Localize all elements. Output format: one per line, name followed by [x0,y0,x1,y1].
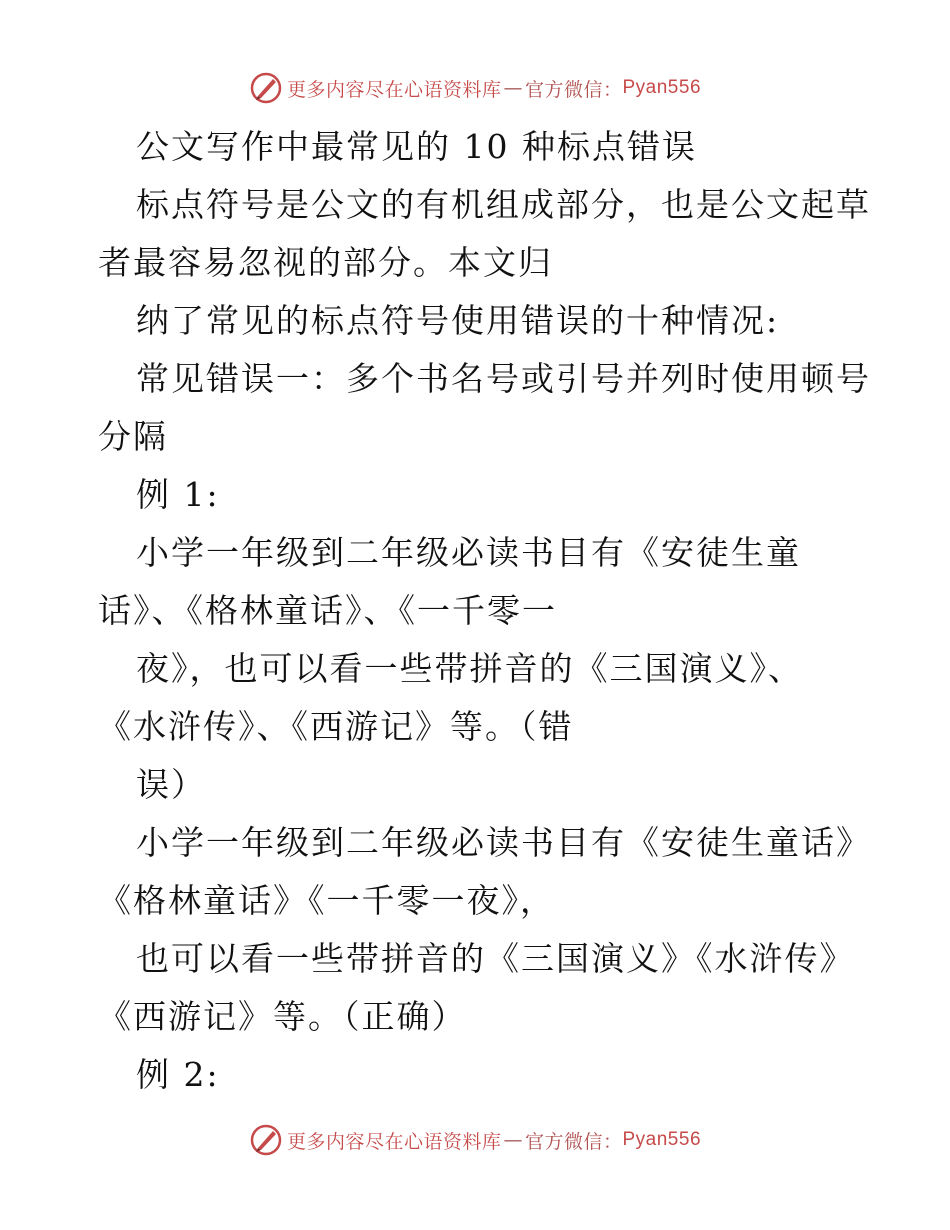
watermark-wechat-id: Pyan556 [622,77,702,98]
document-line: 公文写作中最常见的 10 种标点错误 [136,127,697,166]
watermark-brand: 更多内容尽在心语资料库 [286,78,502,101]
document-line: 《水浒传》、《西游记》等。（错 [98,707,574,746]
document-line: 误） [136,765,206,804]
document-line: 小学一年级到二年级必读书目有《安徒生童话》 [136,823,871,862]
watermark-wechat-label: 官方微信： [524,1130,623,1153]
watermark-separator: — [503,1129,523,1151]
watermark-brand: 更多内容尽在心语资料库 [286,1130,502,1153]
quill-logo-icon [249,1123,283,1157]
document-line: 例 2: [136,1055,220,1094]
document-line: 话》、《格林童话》、《一千零一 [98,591,557,630]
document-line: 例 1: [136,475,220,514]
document-line: 夜》，也可以看一些带拼音的《三国演义》、 [136,649,803,688]
document-line: 标点符号是公文的有机组成部分，也是公文起草 [136,185,871,224]
quill-logo-icon [249,71,283,105]
watermark-separator: — [503,77,523,99]
document-line: 也可以看一些带拼音的《三国演义》《水浒传》 [136,939,855,978]
document-line: 《西游记》等。（正确） [98,997,467,1036]
header-watermark [0,68,950,108]
document-line: 分隔 [98,417,168,456]
document-line: 纳了常见的标点符号使用错误的十种情况: [136,301,780,340]
watermark-wechat-id: Pyan556 [622,1129,702,1150]
document-line: 小学一年级到二年级必读书目有《安徒生童 [136,533,801,572]
footer-watermark [0,1120,950,1160]
watermark-wechat-label: 官方微信： [524,78,623,101]
document-line: 《格林童话》《一千零一夜》， [98,881,555,920]
document-line: 者最容易忽视的部分。本文归 [98,243,553,282]
document-line: 常见错误一：多个书名号或引号并列时使用顿号 [136,359,871,398]
